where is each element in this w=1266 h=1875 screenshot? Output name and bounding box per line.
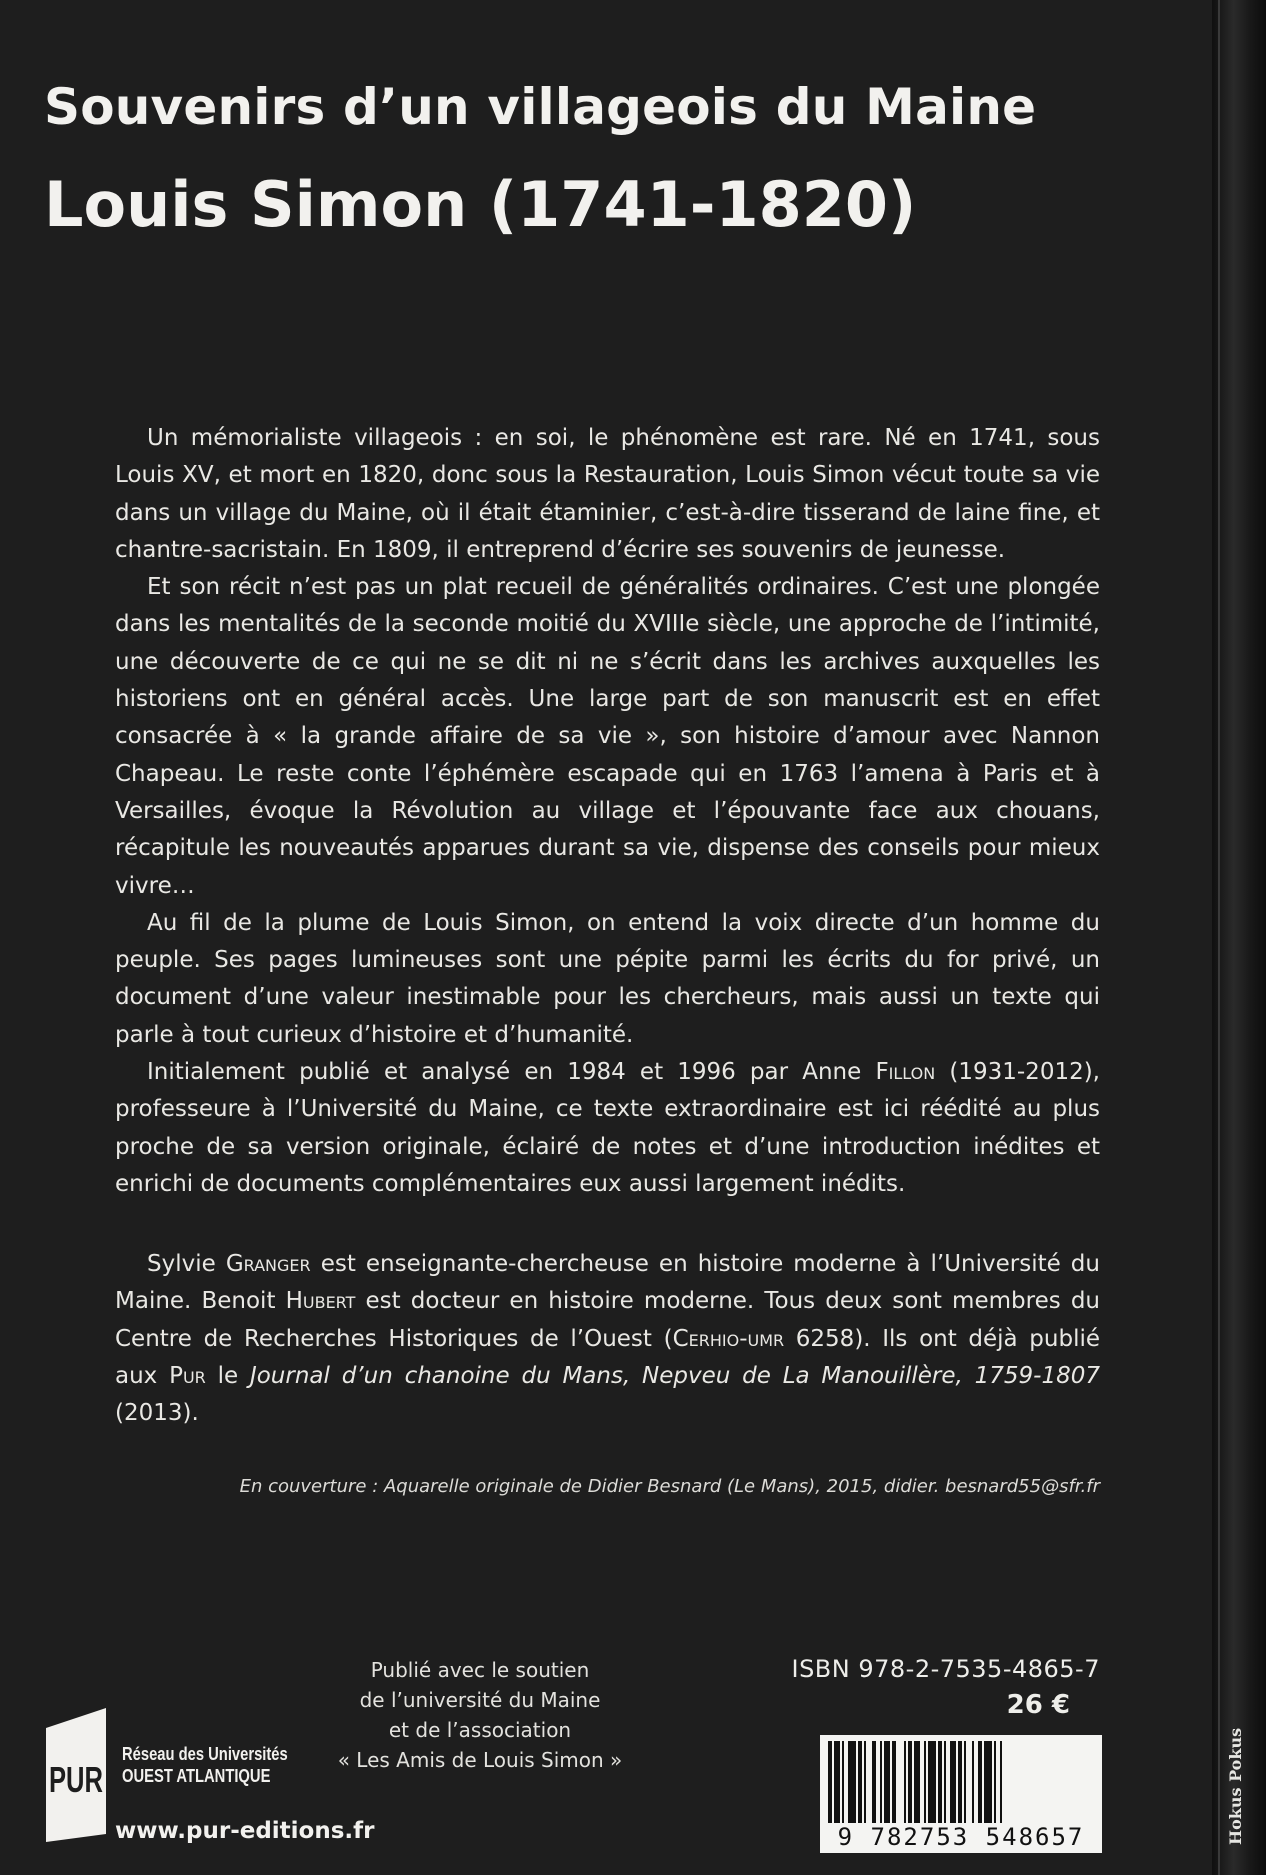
barcode-digits: 9 782753 548657 <box>820 1823 1102 1851</box>
barcode-bar <box>834 1741 840 1827</box>
support-notice <box>320 1655 640 1775</box>
authors-bio <box>115 1246 1100 1432</box>
bio-fragment: est enseignante-chercheuse en histoire moderne à l’Université du Maine. Benoit <box>115 1251 1100 1315</box>
barcode-bar <box>984 1741 992 1827</box>
bio-fragment: est docteur en histoire moderne. Tous deux sont membres du Centre de Recherches Historiques de l’Ouest ( <box>115 1288 1100 1352</box>
barcode-bar <box>1000 1741 1002 1827</box>
bio-fragment: (2013). <box>115 1400 199 1427</box>
blurb-paragraph: Un mémorialiste villageois : en soi, le phénomène est rare. Né en 1741, sous Louis XV, et mort en 1820, donc sous la Restauration, Louis Simon vécut toute sa vie dans un village du Maine, où il était étaminier, c’est-à-dire tisserand de laine fine, et chantre-sacristain. En 1809, il entreprend d’écrire ses souvenirs de jeunesse. <box>115 425 1100 563</box>
lab-name: Cerhio-umr <box>672 1325 785 1352</box>
support-line: Publié avec le soutien <box>370 1658 590 1682</box>
barcode-bar <box>958 1741 962 1827</box>
book-title: Souvenirs d’un villageois du Maine <box>44 78 1037 136</box>
spine-brand: Hokus Pokus <box>1226 1727 1245 1845</box>
barcode-bar <box>914 1741 920 1827</box>
author-surname: Granger <box>225 1251 311 1277</box>
support-line: « Les Amis de Louis Simon » <box>337 1748 623 1772</box>
barcode <box>820 1735 1102 1853</box>
barcode-bar <box>924 1741 926 1827</box>
author-name: Louis Simon <box>44 168 468 241</box>
barcode-bar <box>972 1741 974 1827</box>
support-line: de l’université du Maine <box>359 1688 601 1712</box>
barcode-bar <box>904 1741 906 1827</box>
barcode-bar <box>858 1741 862 1827</box>
blurb-paragraph <box>115 1054 1100 1203</box>
cover-credit: En couverture : Aquarelle originale de Didier Besnard (Le Mans), 2015, didier. besnard55@sfr.fr <box>239 1476 1100 1497</box>
author-dates: (1741-1820) <box>488 168 917 241</box>
book-spine <box>1212 0 1266 1875</box>
barcode-bar <box>928 1741 936 1827</box>
publisher-abbrev: Pur <box>169 1362 206 1389</box>
barcode-bars <box>820 1735 1102 1827</box>
barcode-bar <box>950 1741 956 1827</box>
barcode-bar <box>994 1741 996 1827</box>
blurb-paragraph: Au fil de la plume de Louis Simon, on entend la voix directe d’un homme du peuple. Ses pages lumineuses sont une pépite parmi les écrits du for privé, un document d’une valeur inestimable pour les chercheurs, mais aussi un texte qui parle à tout curieux d’histoire et d’humanité. <box>115 909 1100 1048</box>
pur-logo-text: PUR <box>49 1759 103 1800</box>
publisher-tagline <box>122 1743 288 1787</box>
editor-name: Fillon <box>875 1059 936 1086</box>
barcode-bar <box>908 1741 912 1827</box>
barcode-bar <box>864 1741 866 1827</box>
isbn: ISBN 978-2-7535-4865-7 <box>791 1655 1100 1683</box>
blurb-fragment: Initialement publié et analysé en 1984 et 1996 par Anne <box>147 1059 876 1086</box>
authors-paragraph <box>115 1246 1100 1432</box>
barcode-bar <box>880 1741 882 1827</box>
book-author-heading <box>44 168 1144 241</box>
barcode-bar <box>884 1741 890 1827</box>
barcode-bar <box>872 1741 876 1827</box>
barcode-bar <box>978 1741 982 1827</box>
blurb-paragraph: Et son récit n’est pas un plat recueil de généralités ordinaires. C’est une plongée dans les mentalités de la seconde moitié du XVIIIe siècle, une approche de l’intimité, une découverte de ce qui ne se dit ni ne s’écrit dans les archives auxquelles les historiens ont en général accès. Une large part de son manuscrit est en effet consacrée à « la grande affaire de sa vie », son histoire d’amour avec Nannon Chapeau. Le reste conte l’éphémère escapade qui en 1763 l’amena à Paris et à Versailles, évoque la Révolution au village et l’épouvante face aux chouans, récapitule les nouveautés apparues durant sa vie, dispense des conseils pour mieux vivre… <box>115 574 1100 899</box>
support-line: et de l’association <box>388 1718 572 1742</box>
bio-fragment: le <box>205 1362 250 1389</box>
barcode-bar <box>964 1741 966 1827</box>
tagline-line: Réseau des Universités <box>122 1744 288 1764</box>
price: 26 € <box>1006 1690 1070 1720</box>
barcode-bar <box>938 1741 942 1827</box>
barcode-bar <box>892 1741 896 1827</box>
blurb-fragment: (1931-2012), professeure à l’Université du Maine, ce texte extraordinaire est ici réédité au plus proche de sa version originale, éclairé de notes et d’une introduction inédites et enrichi de documents complémentaires eux aussi largement inédits. <box>115 1059 1100 1197</box>
bio-fragment: Sylvie <box>147 1251 226 1277</box>
bio-fragment: 6258). Ils ont déjà publié aux <box>115 1325 1100 1389</box>
tagline-line: OUEST ATLANTIQUE <box>122 1766 271 1786</box>
barcode-bar <box>828 1741 832 1827</box>
pur-logo <box>38 1700 114 1842</box>
barcode-bar <box>848 1741 856 1827</box>
book-reference: Journal d’un chanoine du Mans, Nepveu de La Manouillère, 1759-1807 <box>249 1362 1100 1389</box>
barcode-bar <box>842 1741 844 1827</box>
barcode-bar <box>944 1741 946 1827</box>
author-surname: Hubert <box>285 1288 356 1315</box>
blurb-text <box>115 420 1100 1203</box>
spine-edge <box>1218 0 1220 1875</box>
publisher-website[interactable]: www.pur-editions.fr <box>115 1818 375 1844</box>
